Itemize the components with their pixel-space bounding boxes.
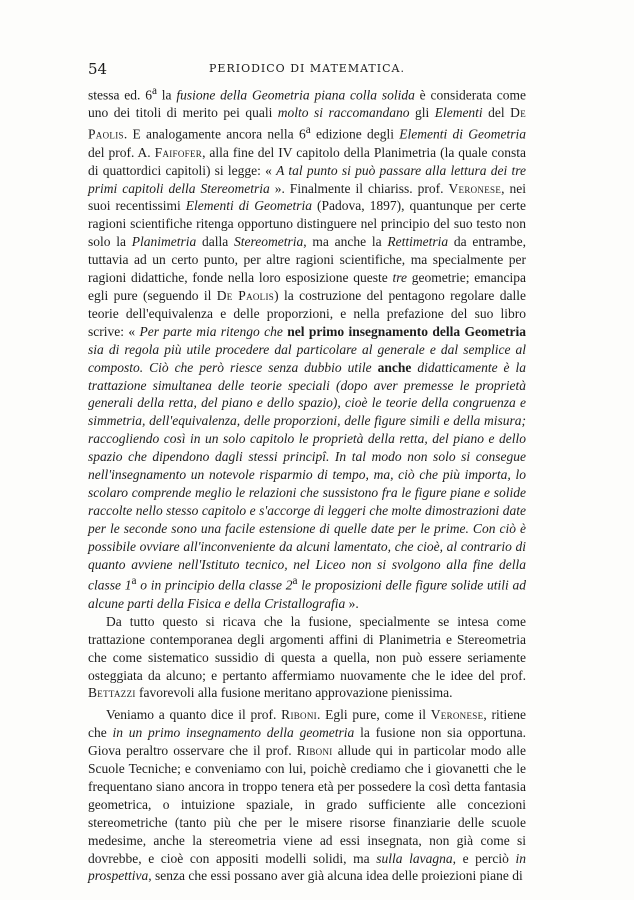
paragraph xyxy=(88,706,526,885)
text-run: De Paolis xyxy=(216,287,275,303)
text-run: sulla lavagna xyxy=(376,850,453,866)
text-run: Rettimetria xyxy=(387,234,449,250)
text-run: Veniamo a quanto dice il prof. xyxy=(106,707,282,723)
text-run: Faifofer xyxy=(154,144,203,160)
text-run: sia di regola più utile procedere dal particolare al generale e dal semplice al composto. Ciò che però riesce senza dubbio utile xyxy=(88,341,526,375)
text-run: . Egli pure, come il xyxy=(316,707,431,723)
text-run: dalla xyxy=(196,234,235,250)
text-run: la fusione non sia opportuna. Giova peraltro osservare che il prof. xyxy=(88,725,526,759)
text-run: a xyxy=(305,124,311,137)
text-run: tre xyxy=(392,270,407,286)
text-run: Planimetria xyxy=(131,234,197,250)
text-run: , nei suoi recentissimi xyxy=(88,180,526,214)
text-run: , alla fine del IV capitolo della Planimetria (la quale consta di quattordici capitoli) si legge: « xyxy=(88,144,526,178)
text-run: a xyxy=(151,85,157,97)
text-run: , senza che essi possano aver già alcuna idea delle proiezioni piane di xyxy=(148,868,523,884)
text-run: edizione degli xyxy=(310,126,400,142)
text-run: Da tutto questo si ricava che la fusione, specialmente se intesa come trattazione contemporanea degli argomenti affini di Planimetria e Stereometria che come sistematico sussidio di questa a quella, non può essere seriamente osteggiata da alcuno; e pertanto affermiamo nuovamente che le idee del prof. xyxy=(88,613,526,683)
paragraph xyxy=(88,613,526,703)
text-run: anche xyxy=(377,359,412,375)
text-run: a xyxy=(292,575,298,588)
text-run: De Paolis xyxy=(88,105,526,142)
text-run: da entrambe, tuttavia ad un certo punto, per altre ragioni scientifiche, ma specialmente per ragioni didattiche, fonde nella loro esposizione queste xyxy=(88,234,526,286)
text-run: in prospettiva xyxy=(88,850,526,884)
text-run: in un primo insegnamento della geometria xyxy=(112,725,355,741)
text-run: nel primo insegnamento della Geometria xyxy=(287,323,526,339)
text-run: Riboni xyxy=(281,707,317,723)
text-run: Veronese xyxy=(430,707,484,723)
running-title: PERIODICO DI MATEMATICA. xyxy=(209,62,405,75)
text-run: o in principio della classe 2 xyxy=(136,577,293,593)
text-run: è considerata come uno dei titoli di merito pei quali xyxy=(88,87,526,121)
text-run: Bettazzi xyxy=(88,685,136,701)
text-run: Elementi di Geometria xyxy=(185,198,313,214)
text-run: gli xyxy=(409,105,435,121)
text-run: Elementi di Geometria xyxy=(399,126,526,142)
text-run: didatticamente è la trattazione simultanea delle teorie speciali (dopo aver premesse le proprietà generali della retta, del piano e dello spazio), cioè le teorie della congruenza e simmetria, dell'equivalenza, delle proporzioni, delle figure simili e della misura; raccogliendo così in un solo capitolo le proprietà della retta, del piano e dello spazio che dipendono dagli stessi principî. In tal modo non solo si consegue nell'insegnamento un notevole risparmio di tempo, ma, ciò che più importa, lo scolaro comprende meglio le relazioni che sussistono fra le figure piane e solide raccolte nello stesso capitolo e s'accorge di leggeri che molte dimostrazioni date per le seconde sono una facile estensione di quelle date per le prime. Con ciò è possibile ovviare all'inconveniente da alcuni lamentato, che cioè, al contrario di quanto avviene nell'Istituto tecnico, nel Liceo non si svolgono alla fine della classe 1 xyxy=(88,359,526,593)
text-run: . E analogamente ancora nella 6 xyxy=(123,126,306,142)
text-run: la xyxy=(156,87,177,103)
text-run: A tal punto si può passare alla lettura dei tre primi capitoli della Stereometria xyxy=(88,162,526,196)
text-run: ». xyxy=(345,595,359,611)
text-run: fusione della Geometria piana colla solida xyxy=(176,87,415,103)
paragraph xyxy=(88,83,526,613)
text-run: allude qui in particolar modo alle Scuole Tecniche; e conveniamo con lui, poichè crediamo che i giovanetti che le frequentano siano ancora in troppo tenera età per possedere la così detta fantasia geometrica, o intuizione spaziale, in grado sufficiente alle concezioni stereometriche (tanto più che per le misere risorse finanziarie delle scuole medesime, anche la stereometria viene ad essi insegnata, non già come si dovrebbe, e cioè con appositi modelli solidi, ma xyxy=(88,743,526,866)
text-run: geometrie; emancipa egli pure (seguendo il xyxy=(88,270,526,303)
text-run: ». Finalmente il chiariss. prof. xyxy=(269,180,449,196)
text-run: Veronese xyxy=(448,180,502,196)
text-run: del xyxy=(482,105,511,121)
text-run: molto si raccomandano xyxy=(277,105,410,121)
text-run: (Padova, 1897), quantunque per certe ragioni scientifiche ritenga opportuno distinguere nel principio del suo testo non solo la xyxy=(88,198,526,250)
text-run: , ritiene che xyxy=(88,707,527,741)
text-run: , ma anche la xyxy=(303,234,388,250)
page-number: 54 xyxy=(88,60,108,78)
text-run: le proposizioni delle figure solide utili ad alcune parti della Fisica e della Cristallografia xyxy=(88,577,526,611)
text-run: Per parte mia ritengo che xyxy=(139,323,288,339)
page-header xyxy=(88,60,526,80)
text-run: Stereometria xyxy=(234,234,304,250)
text-run: a xyxy=(131,575,137,588)
text-run: stessa ed. 6 xyxy=(88,87,152,103)
text-run: Elementi xyxy=(434,105,483,121)
text-run: ) la costruzione del pentagono regolare dalle teorie dell'equivalenza e delle proporzioni, e nella prefazione del suo libro scrive: « xyxy=(88,287,526,339)
text-run: favorevoli alla fusione meritano approvazione pienissima. xyxy=(135,685,453,701)
text-run: , e perciò xyxy=(452,850,516,866)
text-run: Riboni xyxy=(296,743,333,759)
body-text xyxy=(88,83,526,885)
text-run: del prof. A. xyxy=(88,144,155,160)
